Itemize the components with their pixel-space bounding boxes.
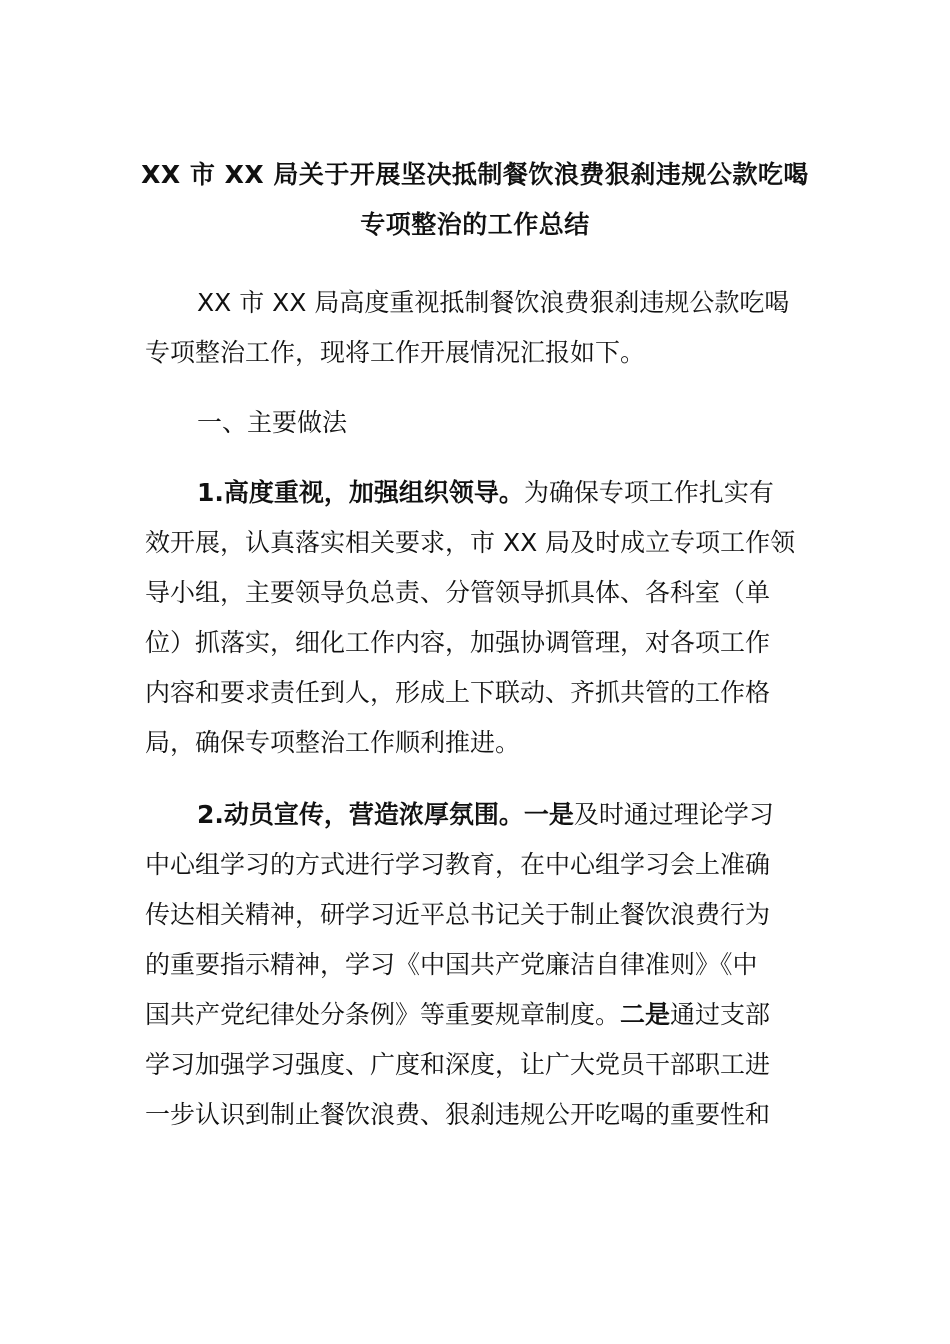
item-1-paragraph <box>145 468 805 768</box>
item-1-line-1-rest: 为确保专项工作扎实有 <box>523 478 774 507</box>
item-2-bold-first: 一是 <box>523 800 574 829</box>
item-2-bold-second: 二是 <box>620 1000 671 1029</box>
item-2-line-7: 一步认识到制止餐饮浪费、狠刹违规公开吃喝的重要性和 <box>145 1100 771 1129</box>
item-2-line-2: 中心组学习的方式进行学习教育，在中心组学习会上准确 <box>145 850 771 879</box>
item-1-line-1 <box>145 468 805 518</box>
item-2-line-5-text: 国共产党纪律处分条例》等重要规章制度。 <box>145 1000 621 1029</box>
section-heading <box>145 398 805 448</box>
intro-line-2: 专项整治工作，现将工作开展情况汇报如下。 <box>145 338 646 367</box>
item-2-line-3: 传达相关精神，研学习近平总书记关于制止餐饮浪费行为 <box>145 900 771 929</box>
item-2-paragraph <box>145 790 805 1140</box>
item-1-line-3: 导小组，主要领导负总责、分管领导抓具体、各科室（单 <box>145 578 771 607</box>
section-1-heading: 一、主要做法 <box>197 408 348 437</box>
item-2-line-1 <box>145 790 805 840</box>
intro-line-1: XX 市 XX 局高度重视抵制餐饮浪费狠刹违规公款吃喝 <box>197 288 790 317</box>
item-2-line-1-rest: 及时通过理论学习 <box>573 800 774 829</box>
intro-paragraph <box>145 278 805 378</box>
item-1-line-2: 效开展，认真落实相关要求，市 XX 局及时成立专项工作领 <box>145 528 796 557</box>
item-2-bold-lead: 2.动员宣传，营造浓厚氛围。 <box>197 800 524 829</box>
item-2-line-6: 学习加强学习强度、广度和深度，让广大党员干部职工进 <box>145 1050 771 1079</box>
document-title-line-2: 专项整治的工作总结 <box>360 210 590 239</box>
item-2-line-5-rest: 通过支部 <box>670 1000 771 1029</box>
item-1-bold-lead: 1.高度重视，加强组织领导。 <box>197 478 524 507</box>
item-1-line-4: 位）抓落实，细化工作内容，加强协调管理，对各项工作 <box>145 628 771 657</box>
item-1-line-6: 局，确保专项整治工作顺利推进。 <box>145 728 521 757</box>
document-title-line-1: XX 市 XX 局关于开展坚决抵制餐饮浪费狠刹违规公款吃喝 <box>141 160 809 189</box>
item-2-line-4: 的重要指示精神，学习《中国共产党廉洁自律准则》《中 <box>145 950 758 979</box>
item-1-line-5: 内容和要求责任到人，形成上下联动、齐抓共管的工作格 <box>145 678 771 707</box>
item-2-line-5 <box>145 990 805 1040</box>
